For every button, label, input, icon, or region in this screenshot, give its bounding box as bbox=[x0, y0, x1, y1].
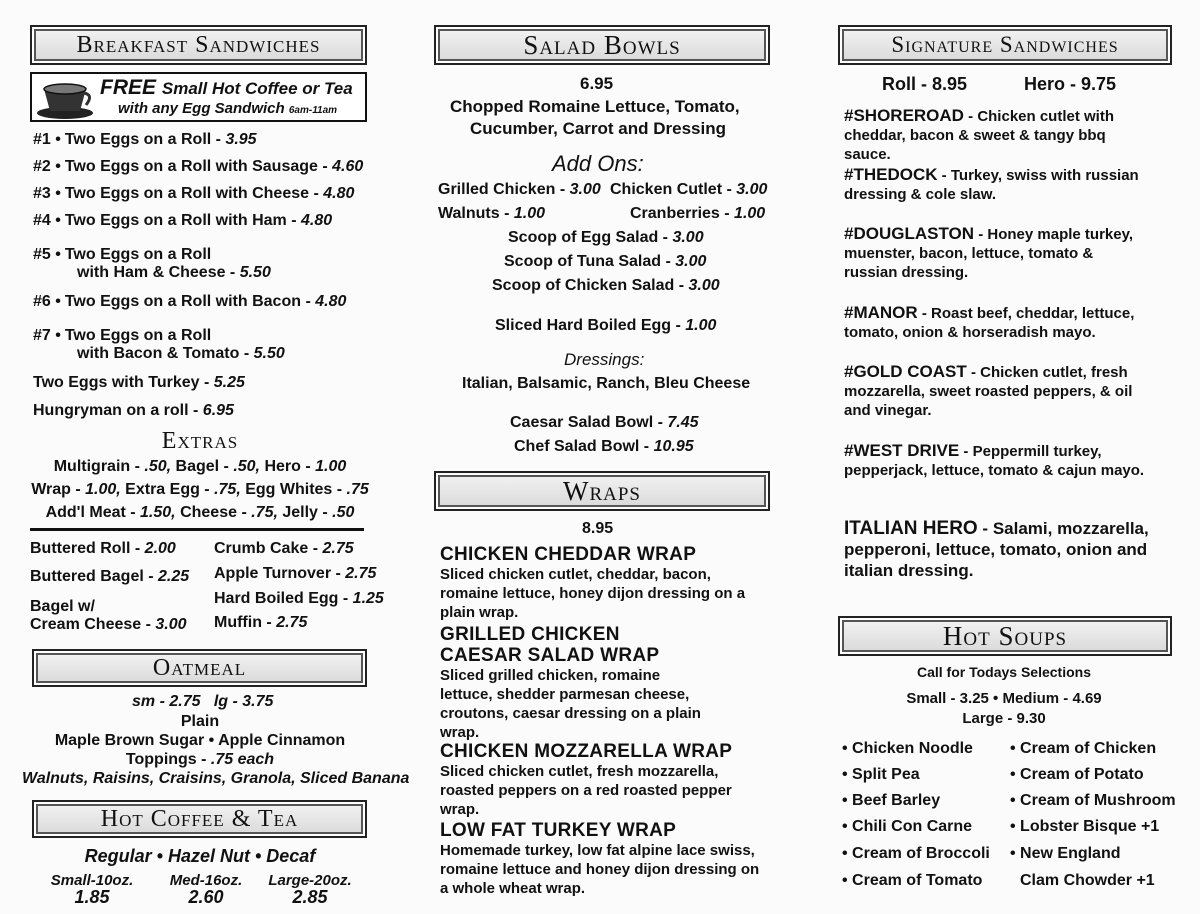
bakery-item: Apple Turnover - 2.75 bbox=[214, 565, 377, 582]
menu-item: Hungryman on a roll - 6.95 bbox=[33, 402, 234, 419]
wraps-title: Wraps bbox=[562, 476, 641, 506]
bakery-item: Bagel w/ Cream Cheese - 3.00 bbox=[30, 598, 187, 633]
item-name-2: with Ham & Cheese - 5.50 bbox=[77, 264, 271, 281]
column-salad-wraps bbox=[430, 0, 775, 914]
breakfast-item: #3 • Two Eggs on a Roll with Cheese - 4.80 bbox=[33, 185, 355, 202]
signature-name: #SHOREROAD bbox=[844, 106, 964, 125]
wrap-title: LOW FAT TURKEY WRAP bbox=[440, 820, 677, 841]
signature-item: ITALIAN HERO - Salami, mozzarella, pepperoni, lettuce, tomato, onion and italian dressing. bbox=[844, 518, 1149, 580]
soups-call: Call for Todays Selections bbox=[916, 664, 1091, 680]
bakery-item: Muffin - 2.75 bbox=[214, 614, 308, 631]
extra-price: 1.50, bbox=[140, 504, 176, 521]
soup-item: • Cream of Mushroom bbox=[1010, 792, 1176, 809]
item-number: #6 • bbox=[33, 293, 61, 310]
coffee-types: Regular • Hazel Nut • Decaf bbox=[84, 846, 316, 866]
item-price: 5.25 bbox=[213, 374, 245, 391]
item-price: 4.80 bbox=[315, 293, 347, 310]
coffee-size bbox=[260, 872, 360, 906]
promo-box bbox=[30, 72, 367, 122]
soup-name: New England bbox=[1020, 845, 1121, 862]
item-name-cont: with Ham & Cheese bbox=[77, 264, 226, 281]
addon-item: Chicken Cutlet - 3.00 bbox=[610, 181, 768, 198]
salad-header bbox=[434, 25, 770, 65]
wrap-item bbox=[440, 544, 770, 622]
extra-name: Cheese bbox=[180, 504, 237, 521]
extra-name: Hero bbox=[264, 458, 301, 475]
item-price: 5.50 bbox=[239, 264, 271, 281]
bakery-price: 2.25 bbox=[158, 568, 190, 585]
addon-item: Cranberries - 1.00 bbox=[630, 205, 766, 222]
addon-price: 1.00 bbox=[685, 317, 717, 334]
extra-price: .75 bbox=[346, 481, 369, 498]
soup-name: Split Pea bbox=[852, 766, 920, 783]
signature-item: #SHOREROAD - Chicken cutlet with cheddar, bacon & sweet & tangy bbq sauce. bbox=[844, 106, 1114, 163]
dressings-title: Dressings: bbox=[564, 350, 645, 369]
item-price: 5.50 bbox=[253, 345, 285, 362]
soup-item: • Cream of Tomato bbox=[842, 872, 983, 889]
signature-roll-price: Roll - 8.95 bbox=[882, 74, 968, 94]
item-number: #4 • bbox=[33, 212, 61, 229]
extra-price: .75, bbox=[214, 481, 241, 498]
addon-price: 1.00 bbox=[734, 205, 766, 222]
extra-name: Egg Whites bbox=[245, 481, 333, 498]
wrap-title: CHICKEN CHEDDAR WRAP bbox=[440, 544, 697, 565]
signature-desc: Turkey, swiss with russian dressing & cole slaw. bbox=[844, 167, 1139, 203]
extra-price: .75, bbox=[251, 504, 278, 521]
extras-line-3: Add'l Meat - 1.50, Cheese - .75, Jelly - .50 bbox=[45, 504, 355, 521]
soup-name: Cream of Potato bbox=[1020, 766, 1144, 783]
bowl-name: Caesar Salad Bowl bbox=[510, 414, 654, 431]
addons-title: Add Ons: bbox=[552, 151, 644, 176]
wrap-desc: Sliced chicken cutlet, fresh mozzarella, roasted peppers on a red roasted pepper wrap. bbox=[440, 763, 732, 818]
salad-title: Salad Bowls bbox=[523, 30, 681, 60]
wrap-item bbox=[440, 820, 770, 898]
signature-desc: Peppermill turkey, pepperjack, lettuce, tomato & cajun mayo. bbox=[844, 443, 1145, 479]
salad-desc-2: Cucumber, Carrot and Dressing bbox=[470, 119, 727, 138]
item-name: Two Eggs with Turkey bbox=[33, 374, 200, 391]
bakery-item: Buttered Roll - 2.00 bbox=[30, 540, 176, 557]
extra-name: Bagel bbox=[175, 458, 220, 475]
wrap-title: GRILLED CHICKEN bbox=[440, 624, 620, 645]
salad-desc-1: Chopped Romaine Lettuce, Tomato, bbox=[450, 97, 740, 116]
addon-price: 3.00 bbox=[675, 253, 707, 270]
bowl-price: 7.45 bbox=[667, 414, 699, 431]
item-name: Two Eggs on a Roll with Bacon bbox=[64, 293, 301, 310]
item-number: #2 • bbox=[33, 158, 61, 175]
addon-name: Grilled Chicken bbox=[438, 181, 556, 198]
coffee-size bbox=[156, 872, 256, 906]
addon-item: Sliced Hard Boiled Egg - 1.00 bbox=[495, 317, 717, 334]
promo-line2: with any Egg Sandwich bbox=[118, 100, 285, 117]
signature-desc: Honey maple turkey, muenster, bacon, lettuce, tomato & russian dressing. bbox=[844, 226, 1133, 281]
bakery-name: Buttered Bagel bbox=[30, 568, 144, 585]
soup-name: Cream of Broccoli bbox=[852, 845, 990, 862]
addon-item: Grilled Chicken - 3.00 bbox=[438, 181, 601, 198]
coffee-size-label: Small-10oz. bbox=[50, 872, 134, 889]
toppings-price: .75 each bbox=[210, 751, 275, 768]
breakfast-item bbox=[33, 246, 271, 282]
soups-header bbox=[838, 616, 1172, 656]
coffee-size-label: Large-20oz. bbox=[268, 872, 352, 889]
signature-name: #DOUGLASTON bbox=[844, 224, 975, 243]
soup-name: Cream of Tomato bbox=[852, 872, 983, 889]
bakery-price: 1.25 bbox=[352, 590, 384, 607]
coffee-cup-icon bbox=[34, 75, 96, 121]
extra-name: Wrap bbox=[31, 481, 71, 498]
addon-name: Sliced Hard Boiled Egg bbox=[495, 317, 672, 334]
soup-name: Cream of Mushroom bbox=[1020, 792, 1176, 809]
wrap-desc: Homemade turkey, low fat alpine lace swiss, romaine lettuce and honey dijon dressing on a whole wheat wrap. bbox=[440, 842, 760, 897]
item-name: Two Eggs on a Roll bbox=[64, 327, 212, 344]
extra-price: 1.00, bbox=[85, 481, 121, 498]
signature-title: Signature Sandwiches bbox=[891, 32, 1119, 57]
extra-name: Add'l Meat bbox=[45, 504, 126, 521]
extras-line-1: Multigrain - .50, Bagel - .50, Hero - 1.00 bbox=[53, 458, 347, 475]
bakery-name: Buttered Roll bbox=[30, 540, 131, 557]
oatmeal-lg: lg - 3.75 bbox=[213, 693, 274, 710]
item-number: #7 • bbox=[33, 327, 61, 344]
bowl-name: Chef Salad Bowl bbox=[514, 438, 640, 455]
signature-desc: Chicken cutlet, fresh mozzarella, sweet roasted peppers, & oil and vinegar. bbox=[844, 364, 1133, 419]
item-price: 3.95 bbox=[225, 131, 257, 148]
soup-item: • Cream of Broccoli bbox=[842, 845, 990, 862]
bakery-item: Hard Boiled Egg - 1.25 bbox=[214, 590, 384, 607]
breakfast-item: #6 • Two Eggs on a Roll with Bacon - 4.80 bbox=[33, 293, 347, 310]
wrap-desc: Sliced grilled chicken, romaine lettuce, shedder parmesan cheese, croutons, caesar dressing on a plain wrap. bbox=[440, 667, 701, 741]
toppings-label: Toppings bbox=[125, 751, 197, 768]
extra-price: 1.00 bbox=[315, 458, 347, 475]
extra-price: .50 bbox=[332, 504, 355, 521]
item-price: 4.80 bbox=[323, 185, 355, 202]
addon-price: 1.00 bbox=[513, 205, 545, 222]
item-number: #1 • bbox=[33, 131, 61, 148]
item-name: Two Eggs on a Roll with Ham bbox=[64, 212, 287, 229]
soups-sizes-2: Large - 9.30 bbox=[962, 710, 1046, 727]
bakery-price: 3.00 bbox=[155, 616, 187, 633]
breakfast-item: #4 • Two Eggs on a Roll with Ham - 4.80 bbox=[33, 212, 333, 229]
bakery-name: Muffin bbox=[214, 614, 262, 631]
extras-title: Extras bbox=[161, 428, 239, 454]
oatmeal-flavors: Maple Brown Sugar • Apple Cinnamon bbox=[54, 732, 346, 749]
coffee-size-label: Med-16oz. bbox=[169, 872, 243, 889]
column-breakfast bbox=[22, 0, 410, 914]
addon-price: 3.00 bbox=[736, 181, 768, 198]
addon-price: 3.00 bbox=[672, 229, 704, 246]
signature-name: #MANOR bbox=[844, 303, 918, 322]
soup-name: Chili Con Carne bbox=[852, 818, 973, 835]
addon-name: Cranberries bbox=[630, 205, 720, 222]
signature-item: #GOLD COAST - Chicken cutlet, fresh mozzarella, sweet roasted peppers, & oil and vinegar. bbox=[844, 362, 1133, 419]
coffee-size-price: 2.85 bbox=[292, 887, 328, 907]
item-price: 4.60 bbox=[332, 158, 364, 175]
signature-item: #WEST DRIVE - Peppermill turkey, pepperjack, lettuce, tomato & cajun mayo. bbox=[844, 441, 1145, 479]
coffee-title: Hot Coffee & Tea bbox=[100, 806, 299, 832]
item-price: 4.80 bbox=[301, 212, 333, 229]
item-name: Two Eggs on a Roll with Sausage bbox=[64, 158, 318, 175]
extras-line-2: Wrap - 1.00, Extra Egg - .75, Egg Whites - .75 bbox=[31, 481, 369, 498]
soup-item: • Beef Barley bbox=[842, 792, 941, 809]
extra-price: .50, bbox=[144, 458, 172, 475]
soup-name: Lobster Bisque +1 bbox=[1020, 818, 1160, 835]
signature-header bbox=[838, 25, 1172, 65]
soup-item: • Lobster Bisque +1 bbox=[1010, 818, 1160, 835]
addon-name: Scoop of Chicken Salad bbox=[492, 277, 675, 294]
menu-item: Two Eggs with Turkey - 5.25 bbox=[33, 374, 245, 391]
signature-desc: Salami, mozzarella, pepperoni, lettuce, tomato, onion and italian dressing. bbox=[844, 519, 1149, 580]
wraps-header bbox=[434, 471, 770, 511]
oatmeal-header bbox=[32, 649, 367, 687]
item-number: #5 • bbox=[33, 246, 61, 263]
item-name: Hungryman on a roll bbox=[33, 402, 189, 419]
soup-item: • Cream of Chicken bbox=[1010, 740, 1157, 757]
addon-price: 3.00 bbox=[688, 277, 720, 294]
addon-name: Scoop of Tuna Salad bbox=[504, 253, 662, 270]
divider bbox=[30, 528, 364, 531]
column-signature-soups bbox=[834, 0, 1180, 914]
wraps-price: 8.95 bbox=[582, 520, 614, 537]
bakery-price: 2.00 bbox=[144, 540, 176, 557]
bakery-name: Hard Boiled Egg bbox=[214, 590, 339, 607]
item-price: 6.95 bbox=[202, 402, 234, 419]
bakery-price: 2.75 bbox=[345, 565, 377, 582]
coffee-size-price: 2.60 bbox=[188, 887, 224, 907]
extra-name: Extra Egg bbox=[125, 481, 200, 498]
signature-name: ITALIAN HERO bbox=[844, 518, 978, 539]
addon-item: Scoop of Tuna Salad - 3.00 bbox=[504, 253, 707, 270]
signature-item: #MANOR - Roast beef, cheddar, lettuce, tomato, onion & horseradish mayo. bbox=[844, 303, 1135, 341]
extra-price: .50, bbox=[233, 458, 260, 475]
item-name: Two Eggs on a Roll with Cheese bbox=[64, 185, 310, 202]
extra-name: Multigrain bbox=[53, 458, 131, 475]
bakery-name-2: Cream Cheese bbox=[30, 616, 142, 633]
breakfast-header bbox=[30, 25, 367, 65]
soup-item: • New England bbox=[1010, 845, 1121, 862]
soup-item: • Split Pea bbox=[842, 766, 920, 783]
oatmeal-sizes bbox=[132, 693, 273, 711]
bakery-name: Crumb Cake bbox=[214, 540, 309, 557]
soup-item: • Chicken Noodle bbox=[842, 740, 973, 757]
soups-title: Hot Soups bbox=[942, 621, 1068, 651]
addon-name: Chicken Cutlet bbox=[610, 181, 723, 198]
breakfast-title: Breakfast Sandwiches bbox=[76, 32, 321, 58]
signature-desc: Chicken cutlet with cheddar, bacon & sweet & tangy bbq sauce. bbox=[844, 108, 1114, 163]
oatmeal-toppings-list: Walnuts, Raisins, Craisins, Granola, Sliced Banana bbox=[22, 770, 410, 787]
addon-item: Walnuts - 1.00 bbox=[438, 205, 545, 222]
wrap-item bbox=[440, 741, 770, 819]
item-name-2: with Bacon & Tomato - 5.50 bbox=[77, 345, 285, 362]
soup-item bbox=[1020, 872, 1155, 890]
soup-item: • Cream of Potato bbox=[1010, 766, 1144, 783]
promo-line1: Small Hot Coffee or Tea bbox=[161, 79, 353, 98]
addon-name: Scoop of Egg Salad bbox=[508, 229, 659, 246]
soups-sizes-1: Small - 3.25 • Medium - 4.69 bbox=[906, 690, 1102, 707]
signature-item: #DOUGLASTON - Honey maple turkey, muenster, bacon, lettuce, tomato & russian dressing. bbox=[844, 224, 1133, 281]
item-number: #3 • bbox=[33, 185, 61, 202]
oatmeal-toppings: Toppings - .75 each bbox=[125, 751, 275, 768]
promo-free: FREE bbox=[100, 76, 157, 99]
coffee-size-price: 1.85 bbox=[74, 887, 110, 907]
addon-item: Scoop of Egg Salad - 3.00 bbox=[508, 229, 704, 246]
coffee-size bbox=[42, 872, 142, 906]
soup-name: Clam Chowder +1 bbox=[1020, 872, 1155, 889]
coffee-header bbox=[32, 800, 367, 838]
bakery-name: Bagel w/ bbox=[30, 598, 95, 615]
soup-item: • Chili Con Carne bbox=[842, 818, 973, 835]
signature-name: #WEST DRIVE bbox=[844, 441, 960, 460]
breakfast-item: #2 • Two Eggs on a Roll with Sausage - 4.60 bbox=[33, 158, 364, 175]
item-name-cont: with Bacon & Tomato bbox=[77, 345, 240, 362]
bakery-price: 2.75 bbox=[276, 614, 308, 631]
item-name: Two Eggs on a Roll bbox=[64, 246, 212, 263]
oatmeal-title: Oatmeal bbox=[152, 655, 247, 681]
signature-desc: Roast beef, cheddar, lettuce, tomato, onion & horseradish mayo. bbox=[844, 305, 1135, 341]
bowl-price: 10.95 bbox=[653, 438, 694, 455]
soup-name: Chicken Noodle bbox=[852, 740, 973, 757]
bakery-name: Apple Turnover bbox=[214, 565, 332, 582]
addon-price: 3.00 bbox=[569, 181, 601, 198]
wrap-title-2: CAESAR SALAD WRAP bbox=[440, 645, 660, 666]
addon-item: Scoop of Chicken Salad - 3.00 bbox=[492, 277, 720, 294]
caesar-bowl: Caesar Salad Bowl - 7.45 bbox=[510, 414, 699, 431]
bakery-item: Crumb Cake - 2.75 bbox=[214, 540, 354, 557]
wrap-desc: Sliced chicken cutlet, cheddar, bacon, romaine lettuce, honey dijon dressing on a plain wrap. bbox=[440, 566, 746, 621]
signature-name: #THEDOCK bbox=[844, 165, 938, 184]
signature-item: #THEDOCK - Turkey, swiss with russian dressing & cole slaw. bbox=[844, 165, 1139, 203]
dressings-list: Italian, Balsamic, Ranch, Bleu Cheese bbox=[462, 375, 751, 392]
soup-name: Beef Barley bbox=[852, 792, 941, 809]
item-name: Two Eggs on a Roll bbox=[64, 131, 212, 148]
promo-hours: 6am-11am bbox=[288, 105, 338, 116]
signature-hero-price: Hero - 9.75 bbox=[1024, 74, 1117, 94]
breakfast-item: #1 • Two Eggs on a Roll - 3.95 bbox=[33, 131, 257, 148]
signature-name: #GOLD COAST bbox=[844, 362, 967, 381]
oatmeal-plain: Plain bbox=[180, 713, 220, 730]
bakery-item: Buttered Bagel - 2.25 bbox=[30, 568, 190, 585]
wrap-item bbox=[440, 624, 770, 742]
addon-name: Walnuts bbox=[438, 205, 500, 222]
extra-name: Jelly bbox=[282, 504, 318, 521]
oatmeal-sm: sm - 2.75 bbox=[132, 693, 201, 710]
salad-price: 6.95 bbox=[580, 74, 614, 93]
soup-name: Cream of Chicken bbox=[1020, 740, 1157, 757]
bakery-price: 2.75 bbox=[322, 540, 354, 557]
wrap-title: CHICKEN MOZZARELLA WRAP bbox=[440, 741, 733, 762]
chef-bowl: Chef Salad Bowl - 10.95 bbox=[514, 438, 694, 455]
breakfast-item bbox=[33, 327, 285, 363]
